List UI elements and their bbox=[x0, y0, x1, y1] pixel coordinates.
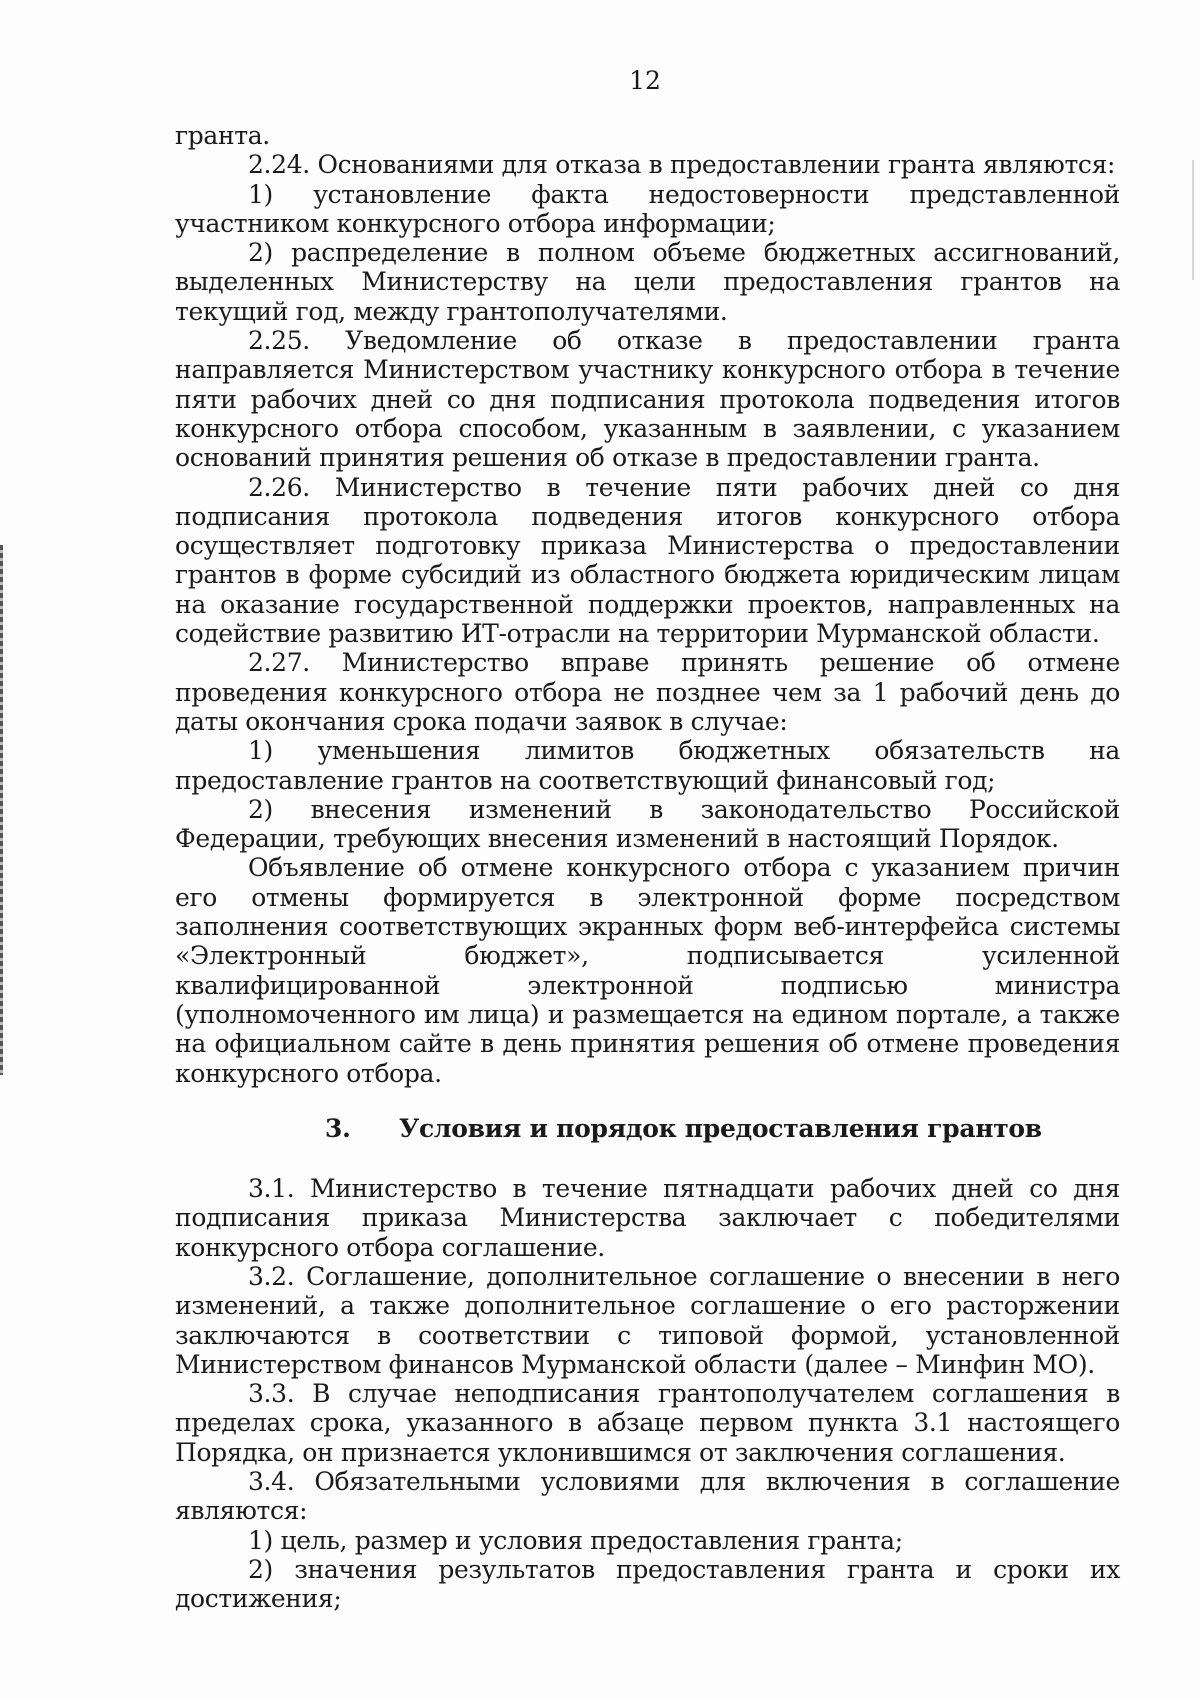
paragraph: 2.24. Основаниями для отказа в предоставлении гранта являются: bbox=[248, 150, 1116, 180]
paragraph: 2) значения результатов предоставления гранта и сроки их достижения; bbox=[175, 1554, 1120, 1614]
paragraph: 1) цель, размер и условия предоставления гранта; bbox=[248, 1525, 903, 1555]
paragraph: 1) уменьшения лимитов бюджетных обязательств на предоставление грантов на соответствующий финансовый год; bbox=[175, 736, 1120, 795]
paragraph: гранта. bbox=[175, 121, 270, 150]
scan-margin-artifact bbox=[0, 545, 3, 1075]
paragraph: 2.27. Министерство вправе принять решение об отмене проведения конкурсного отбора не позднее чем за 1 рабочий день до даты окончания срока подачи заявок в случае: bbox=[175, 648, 1120, 736]
paragraph: 3.2. Соглашение, дополнительное соглашение о внесении в него изменений, а также дополнительное соглашение о его расторжении заключаются в соответствии с типовой формой, установленной Министерством финансов Мурманской области (далее – Минфин МО). bbox=[175, 1261, 1120, 1379]
paragraph: 1) установление факта недостоверности представленной участником конкурсного отбора информации; bbox=[175, 179, 1120, 238]
paragraphs-after-section bbox=[175, 1174, 1120, 1613]
paragraph: 2.25. Уведомление об отказе в предоставлении гранта направляется Министерством участнику конкурсного отбора в течение пяти рабочих дней со дня подписания протокола подведения итогов конкурсного отбора способом, указанным в заявлении, с указанием оснований принятия решения об отказе в предоставлении гранта. bbox=[175, 326, 1120, 473]
paragraph: 3.1. Министерство в течение пятнадцати рабочих дней со дня подписания приказа Министерства заключает с победителями конкурсного отбора соглашение. bbox=[175, 1174, 1120, 1262]
section-heading bbox=[175, 1114, 1120, 1143]
paragraph: 2) распределение в полном объеме бюджетных ассигнований, выделенных Министерству на цели предоставления грантов на текущий год, между грантополучателями. bbox=[175, 238, 1120, 326]
paragraphs-before-section bbox=[175, 121, 1120, 1088]
paragraph: 3.4. Обязательными условиями для включения в соглашение являются: bbox=[175, 1467, 1120, 1526]
paragraph: 2) внесения изменений в законодательство Российской Федерации, требующих внесения изменений в настоящий Порядок. bbox=[175, 794, 1120, 854]
scan-edge-artifact bbox=[1192, 160, 1194, 280]
page-number: 12 bbox=[629, 66, 661, 95]
section-number: 3. bbox=[325, 1113, 351, 1143]
section-title: Условия и порядок предоставления грантов bbox=[399, 1113, 1042, 1143]
paragraph: 2.26. Министерство в течение пяти рабочих дней со дня подписания протокола подведения итогов конкурсного отбора осуществляет подготовку приказа Министерства о предоставлении грантов в форме субсидий из областного бюджета юридическим лицам на оказание государственной поддержки проектов, направленных на содействие развитию ИТ-отрасли на территории Мурманской области. bbox=[175, 472, 1120, 649]
paragraph: Объявление об отмене конкурсного отбора с указанием причин его отмены формируется в электронной форме посредством заполнения соответствующих экранных форм веб-интерфейса системы «Электронный бюджет», подписывается усиленной квалифицированной электронной подписью министра (уполномоченного им лица) и размещается на едином портале, а также на официальном сайте в день принятия решения об отмене проведения конкурсного отбора. bbox=[175, 853, 1120, 1088]
paragraph: 3.3. В случае неподписания грантополучателем соглашения в пределах срока, указанного в абзаце первом пункта 3.1 настоящего Порядка, он признается уклонившимся от заключения соглашения. bbox=[175, 1379, 1120, 1467]
document-body bbox=[175, 121, 1120, 1614]
